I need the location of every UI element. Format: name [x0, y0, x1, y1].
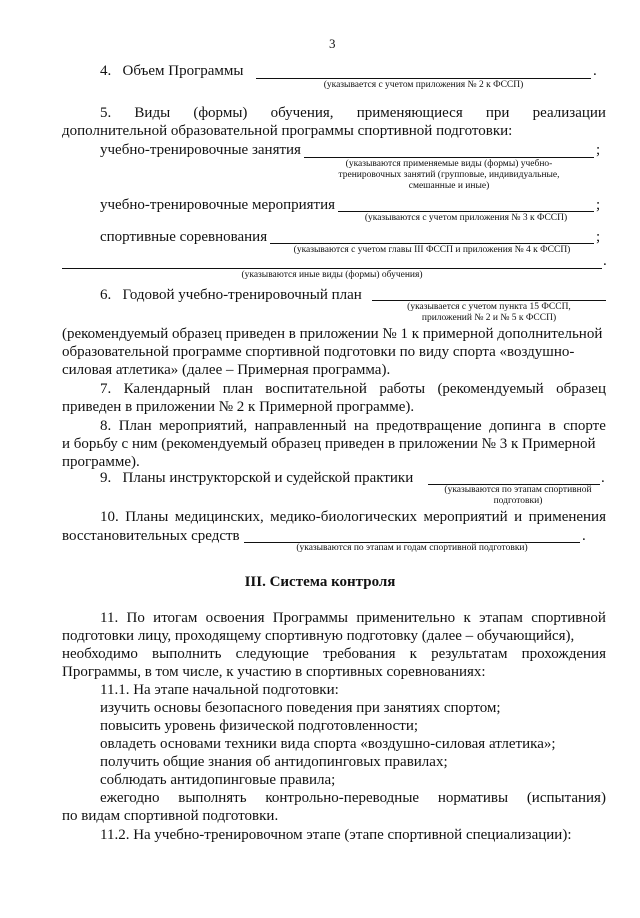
word: контрольно-переводные — [265, 790, 420, 806]
word: Планы — [125, 509, 169, 525]
word: применяющиеся — [356, 105, 463, 121]
item-4-end: . — [593, 63, 597, 79]
item-7-first-line — [100, 380, 606, 398]
item-6-note-2: приложений № 2 и № 5 к ФССП) — [421, 313, 557, 323]
item-6-line-4: силовая атлетика» (далее – Примерная программа). — [62, 362, 391, 378]
word: (рекомендуемый — [437, 381, 544, 397]
item-11-line-4: Программы, в том числе, к участию в спортивных соревнованиях: — [62, 664, 486, 680]
word: 5. — [100, 105, 112, 121]
word: применения — [528, 509, 606, 525]
item-6-blank-line — [372, 300, 606, 301]
word: медико-биологических — [270, 509, 417, 525]
training-blank-line — [304, 157, 594, 158]
competitions-note: (указываются с учетом главы III ФССП и приложения № 4 к ФССП) — [293, 245, 571, 255]
word: 10. — [100, 509, 119, 525]
word: освоения — [205, 610, 265, 626]
word: реализации — [532, 105, 606, 121]
other-blank-line — [62, 268, 602, 269]
events-blank-line — [338, 211, 594, 212]
competitions-blank-line — [270, 243, 594, 244]
item-4-blank-line — [256, 78, 591, 79]
word: план — [222, 381, 253, 397]
item-8-line-3: программе). — [62, 454, 140, 470]
item-9-note-1: (указываются по этапам спортивной — [444, 485, 592, 495]
word: допинга — [489, 418, 542, 434]
item-5-line-2: дополнительной образовательной программы спортивной подготовки: — [62, 123, 513, 139]
word: работы — [379, 381, 426, 397]
requirement-3: овладеть основами техники вида спорта «воздушно-силовая атлетика»; — [100, 736, 556, 752]
other-end: . — [603, 253, 607, 269]
word: выполнять — [178, 790, 247, 806]
word: выполнить — [152, 646, 222, 662]
word: прохождения — [521, 646, 606, 662]
word: ежегодно — [100, 790, 160, 806]
word: По — [126, 610, 145, 626]
item-6-label: 6. Годовой учебно-тренировочный план — [100, 287, 362, 303]
word: 7. — [100, 381, 112, 397]
word: мероприятий, — [159, 418, 248, 434]
other-note: (указываются иные виды (формы) обучения) — [241, 270, 423, 280]
word: направленный — [254, 418, 347, 434]
training-note-1: (указываются применяемые виды (формы) учебно- — [345, 159, 553, 169]
word: (формы) — [193, 105, 248, 121]
word: воспитательной — [265, 381, 367, 397]
subitem-11-1: 11.1. На этапе начальной подготовки: — [100, 682, 339, 698]
requirement-2: повысить уровень физической подготовленности; — [100, 718, 419, 734]
word: спорте — [563, 418, 606, 434]
word: мероприятий — [423, 509, 508, 525]
competitions-end: ; — [596, 229, 601, 245]
word: Виды — [134, 105, 171, 121]
training-note-3: смешанные и иные) — [408, 181, 490, 191]
item-11-first-line — [100, 609, 606, 627]
section-heading: III. Система контроля — [244, 574, 396, 590]
word: План — [118, 418, 152, 434]
word: медицинских, — [174, 509, 264, 525]
word: нормативы — [437, 790, 509, 806]
requirement-1: изучить основы безопасного поведения при занятиях спортом; — [100, 700, 501, 716]
requirement-6-line-2: по видам спортивной подготовки. — [62, 808, 279, 824]
word: спортивной — [531, 610, 606, 626]
item-9-note-2: подготовки) — [493, 496, 543, 506]
word: к — [463, 610, 471, 626]
training-note-2: тренировочных занятий (групповые, индивидуальные, — [338, 170, 560, 180]
word: предотвращение — [376, 418, 482, 434]
events-label: учебно-тренировочные мероприятия — [100, 197, 336, 213]
word: и — [514, 509, 523, 525]
item-10-line-2: восстановительных средств — [62, 528, 240, 544]
item-10-note: (указываются по этапам и годам спортивной подготовки) — [296, 543, 528, 553]
word: 8. — [100, 418, 112, 434]
training-label: учебно-тренировочные занятия — [100, 142, 301, 158]
word: 11. — [100, 610, 119, 626]
item-9-end: . — [601, 470, 605, 486]
word: к — [409, 646, 417, 662]
word: при — [485, 105, 510, 121]
events-note: (указываются с учетом приложения № 3 к ФССП) — [364, 213, 568, 223]
word: применительно — [356, 610, 456, 626]
word: итогам — [153, 610, 198, 626]
word: обучения, — [270, 105, 334, 121]
item-7-line-2: приведен в приложении № 2 к Примерной программе). — [62, 399, 415, 415]
item-6-line-2: (рекомендуемый образец приведен в приложении № 1 к примерной дополнительной — [62, 326, 603, 342]
word: образец — [556, 381, 606, 397]
item-6-line-3: образовательной программе спортивной подготовки по виду спорта «воздушно- — [62, 344, 575, 360]
word: (испытания) — [526, 790, 606, 806]
item-5-first-line — [100, 104, 606, 122]
subitem-11-2: 11.2. На учебно-тренировочном этапе (этапе спортивной специализации): — [100, 827, 572, 843]
item-10-end: . — [582, 528, 586, 544]
item-4-label: 4. Объем Программы — [100, 63, 244, 79]
word: необходимо — [62, 646, 138, 662]
word: требования — [322, 646, 396, 662]
word: в — [548, 418, 556, 434]
word: Программы — [272, 610, 349, 626]
item-11-line-2: подготовки лицу, проходящему спортивную подготовку (далее – обучающийся), — [62, 628, 575, 644]
item-4-note: (указывается с учетом приложения № 2 к ФССП) — [323, 80, 524, 90]
item-9-label: 9. Планы инструкторской и судейской практики — [100, 470, 414, 486]
requirement-6 — [100, 789, 606, 807]
word: Календарный — [123, 381, 211, 397]
training-end: ; — [596, 142, 601, 158]
item-8-line-2: и борьбу с ним (рекомендуемый образец приведен в приложении № 3 к Примерной — [62, 436, 596, 452]
requirement-4: получить общие знания об антидопинговых правилах; — [100, 754, 448, 770]
item-11-line-3 — [62, 645, 606, 663]
word: следующие — [235, 646, 309, 662]
word: на — [353, 418, 369, 434]
item-6-note-1: (указывается с учетом пункта 15 ФССП, — [407, 302, 571, 312]
requirement-5: соблюдать антидопинговые правила; — [100, 772, 336, 788]
page-number: 3 — [329, 36, 336, 51]
item-10-first-line — [100, 508, 606, 526]
events-end: ; — [596, 197, 601, 213]
word: этапам — [479, 610, 523, 626]
word: результатам — [431, 646, 508, 662]
competitions-label: спортивные соревнования — [100, 229, 268, 245]
item-8-first-line — [100, 417, 606, 435]
